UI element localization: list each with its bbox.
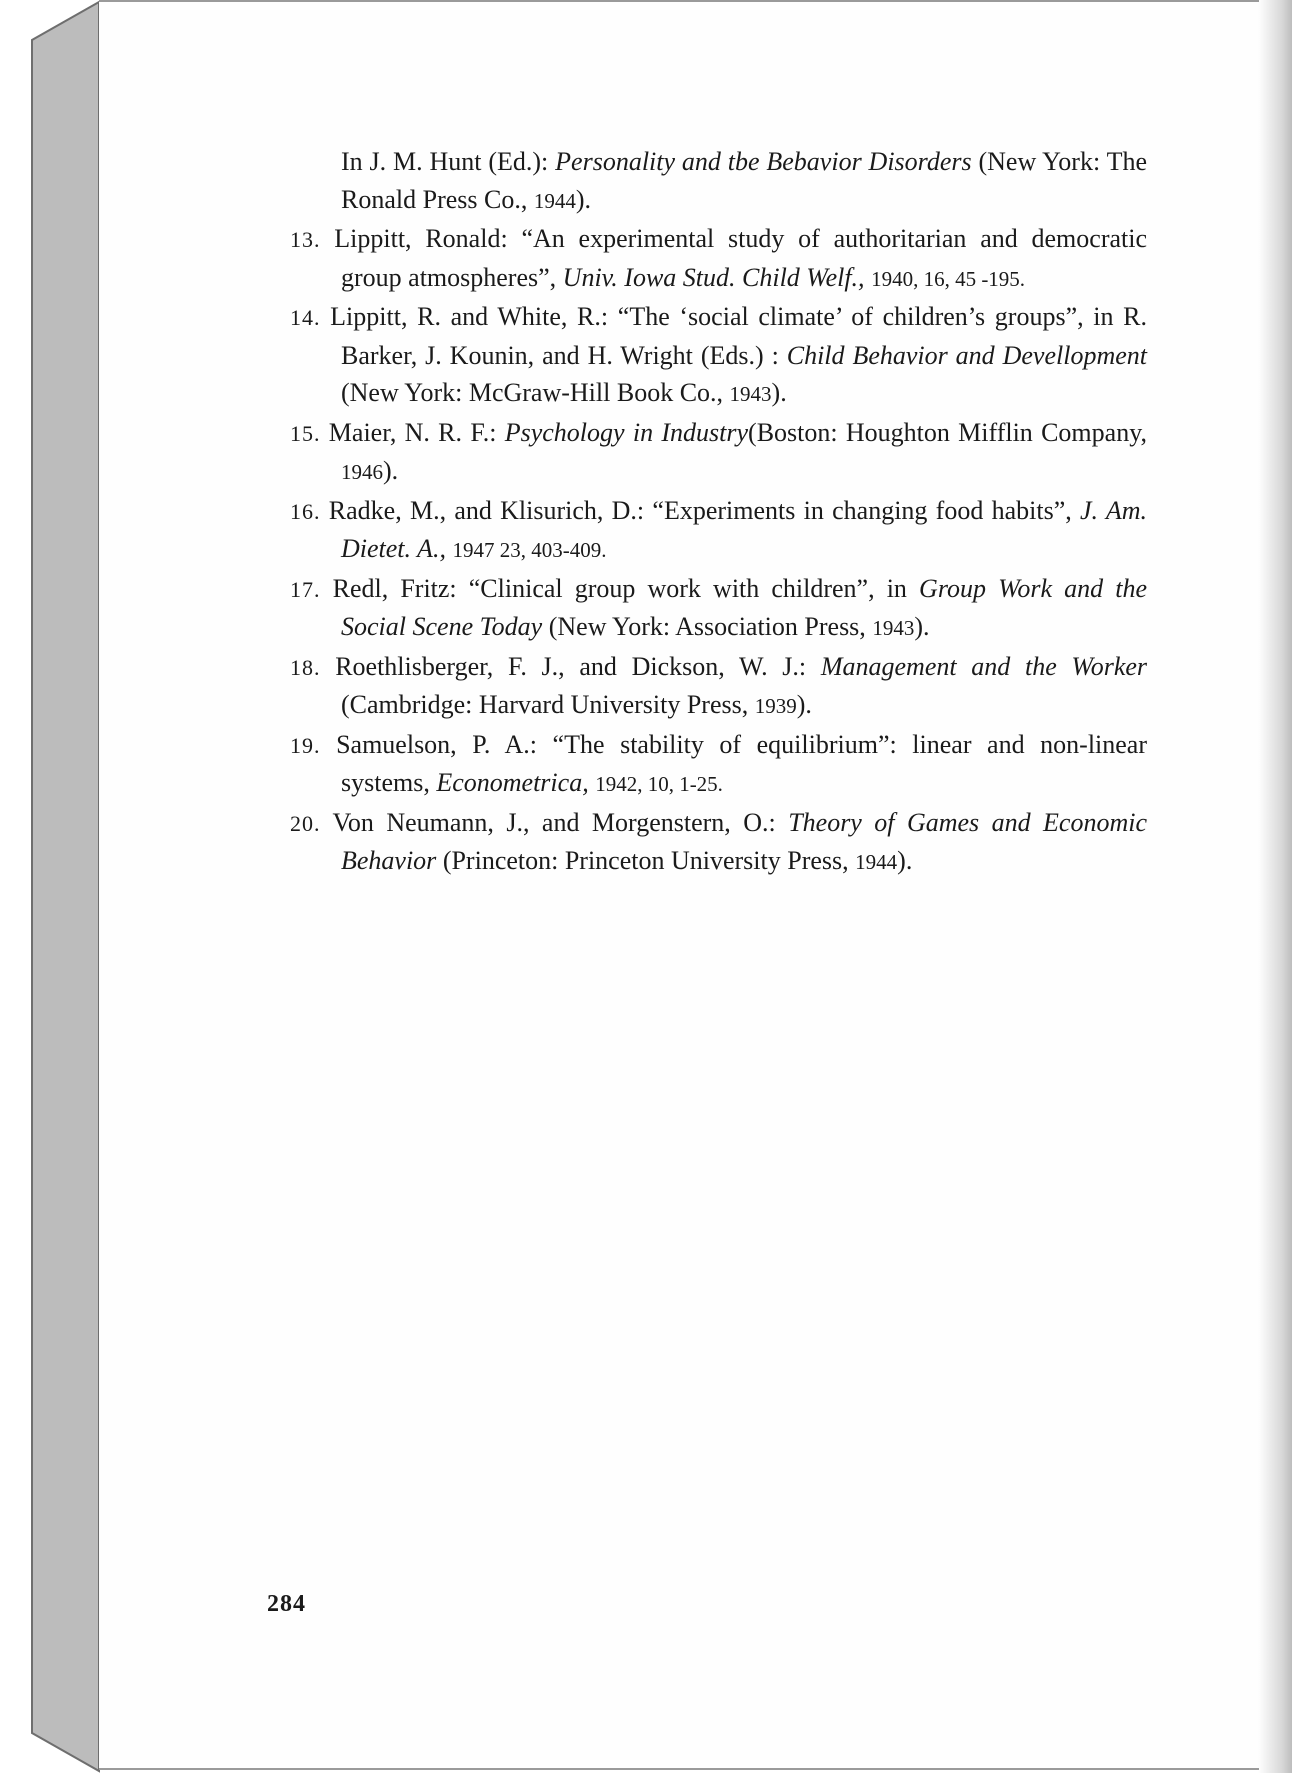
reference-17: 17. Redl, Fritz: “Clinical group work with children”, in Group Work and the Social Scene Today (New York: Association Press, 1943). xyxy=(290,573,1147,641)
reference-14: 14. Lippitt, R. and White, R.: “The ‘social climate’ of children’s groups”, in R. Barker, J. Kounin, and H. Wright (Eds.) : Child Behavior and Devellopment (New York: McGraw-Hill Book Co., 1943). xyxy=(290,302,1148,407)
reference-16: 16. Radke, M., and Klisurich, D.: “Experiments in changing food habits”, J. Am. Dietet. A., 1947 23, 403-409. xyxy=(290,495,1148,563)
reference-list xyxy=(245,143,1147,882)
reference-20: 20. Von Neumann, J., and Morgenstern, O.: Theory of Games and Economic Behavior (Princeton: Princeton University Press, 1944). xyxy=(290,807,1148,875)
book-spine xyxy=(0,0,110,1773)
reference-19: 19. Samuelson, P. A.: “The stability of equilibrium”: linear and non-linear systems, Econometrica, 1942, 10, 1-25. xyxy=(290,729,1148,797)
page-edge-shadow xyxy=(1258,0,1292,1773)
reference-13: 13. Lippitt, Ronald: “An experimental study of authoritarian and democratic group atmospheres”, Univ. Iowa Stud. Child Welf., 1940, 16, 45 -195. xyxy=(290,224,1147,292)
reference-continuation: In J. M. Hunt (Ed.): Personality and tbe Bebavior Disorders (New York: The Ronald Press Co., 1944). xyxy=(341,147,1148,214)
page-number: 284 xyxy=(267,1591,306,1617)
reference-18: 18. Roethlisberger, F. J., and Dickson, W. J.: Management and the Worker (Cambridge: Harvard University Press, 1939). xyxy=(290,651,1148,719)
reference-15: 15. Maier, N. R. F.: Psychology in Industry(Boston: Houghton Mifflin Company, 1946). xyxy=(290,417,1148,485)
